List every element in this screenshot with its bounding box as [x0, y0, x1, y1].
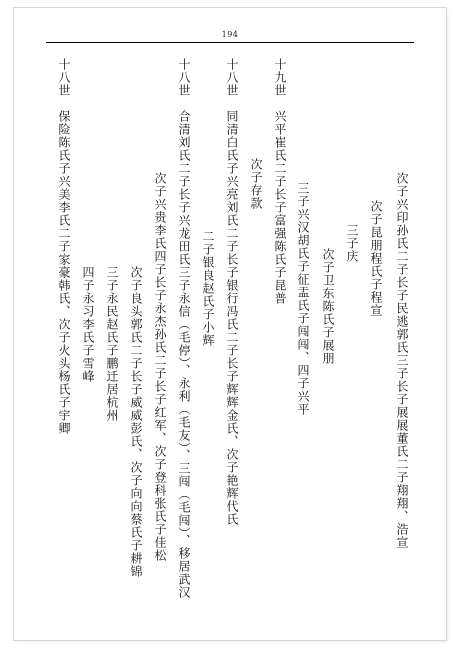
text-column-4: 次子卫东陈氏子展朋 [321, 248, 335, 365]
text-column-3: 三子庆 [345, 224, 359, 263]
text-column-11: 次子兴贵李氏四子长子永杰孙氏二子长子红军、次子登科张氏子佳松 [153, 172, 167, 562]
text-column-12: 次子良头郭氏二子长子威威彭氏、次子向向蔡氏子耕锦 [129, 266, 143, 578]
text-column-2: 次子昆朋程氏子程宣 [369, 200, 383, 317]
header-rule [46, 42, 414, 43]
text-column-14: 四子永习李氏子雪峰 [81, 266, 95, 383]
text-column-1: 次子兴印孙氏二子长子民逃郭氏三子长子展展董氏二子翔翔、浩宣 [395, 172, 409, 549]
text-column-13: 三子永民赵氏子鹏迁居杭州 [105, 266, 119, 422]
generation-18-entry-3: 十八世 保险陈氏子兴美李氏二子家豪韩氏、次子火头杨氏子宇卿 [57, 58, 71, 435]
page-number: 194 [221, 30, 239, 39]
generation-19-entry: 十九世 兴平崔氏二子长子富强陈氏子昆普 [273, 58, 287, 305]
generation-18-entry-2: 十八世 合清刘氏二子长子兴龙田氏三子永信（毛停）、永利（毛友）、三闯（毛闯）、移居武汉 [177, 58, 191, 599]
text-column-5: 三子兴汉胡氏子征盂氏子闯闯、四子兴平 [296, 182, 310, 416]
text-column-7: 次子存款 [249, 158, 263, 210]
text-column-9: 二子银良赵氏子小辉 [201, 230, 215, 347]
generation-18-entry-1: 十八世 同清白氏子兴亮刘氏二子长子银行冯氏二子长子辉辉金氏、次子艳辉代氏 [225, 58, 239, 526]
